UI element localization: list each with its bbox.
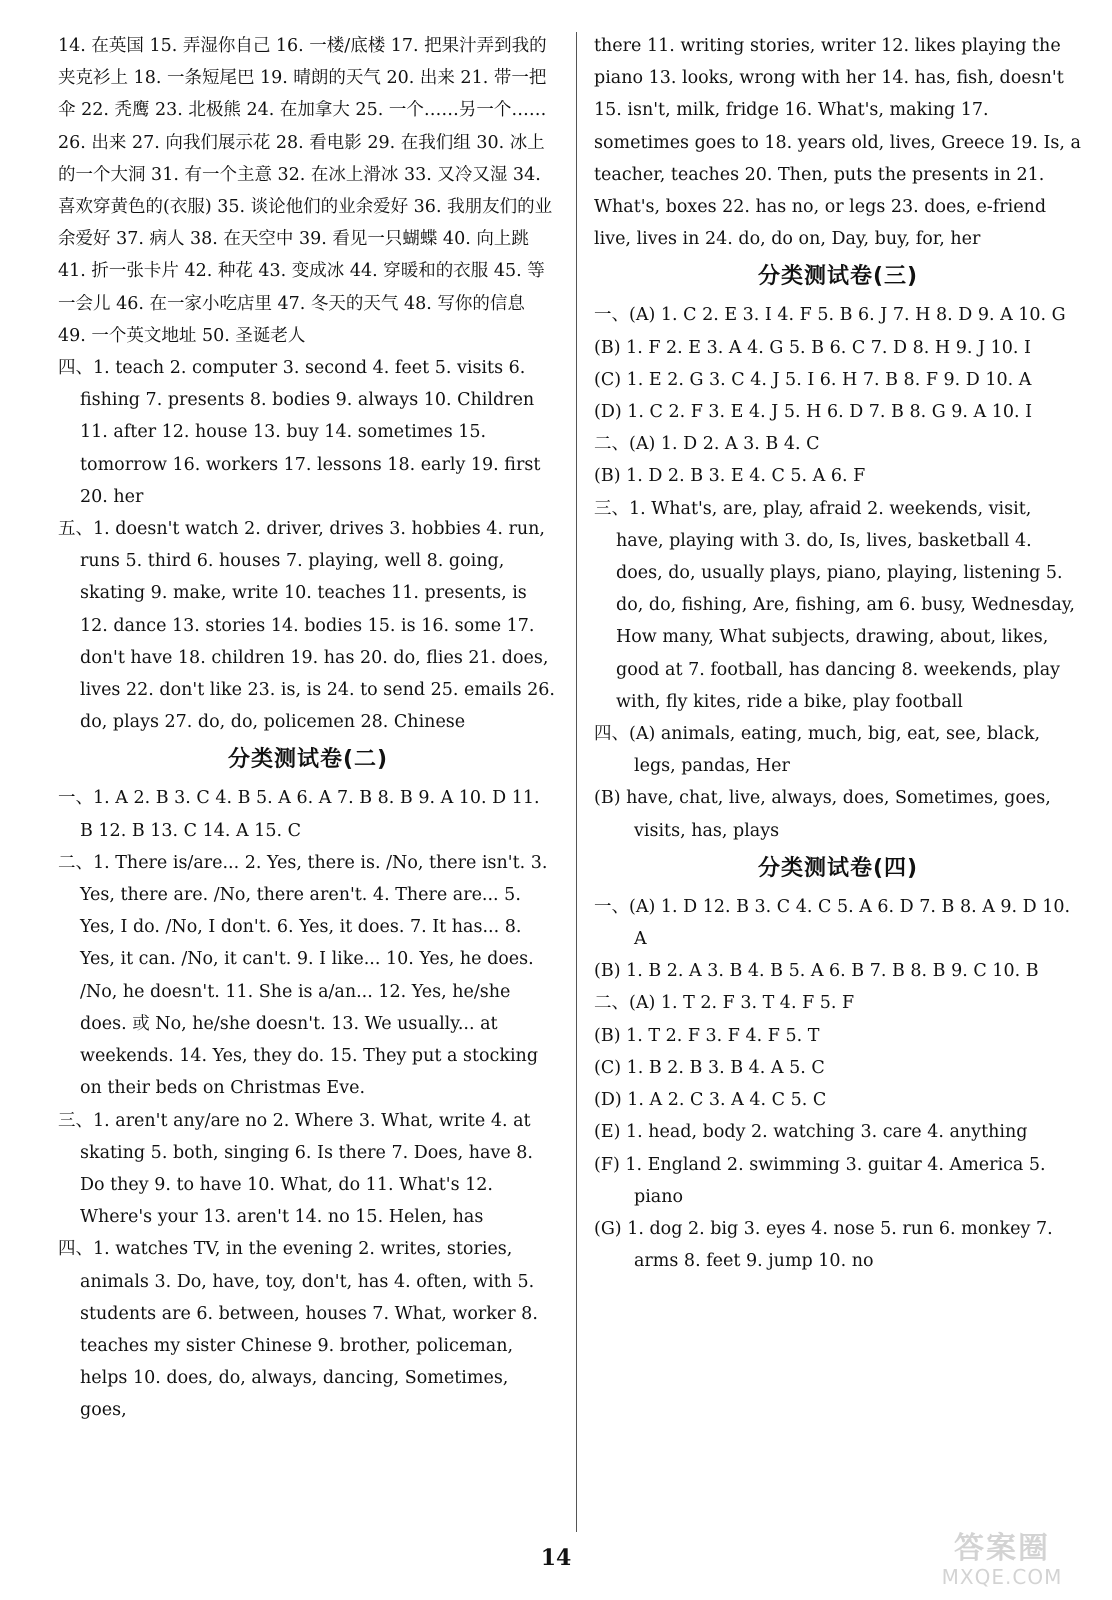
answer-paragraph: 二、1. There is/are... 2. Yes, there is. /No, there isn't. 3. Yes, there are. /No, there aren't. 4. There are... 5. Yes, I do. /No, I don't. 6. Yes, it does. 7. It has... 8. Yes, it can. /No, it can't. 9. I like... 10. Yes, he does. /No, he doesn't. 11. She is a/an... 12. Yes, he/she does. 或 No, he/she doesn't. 13. We usually... at weekends. 14. Yes, they do. 15. They put a stocking on their beds on Christmas Eve. (58, 852, 548, 1099)
watermark-url: MXQE.COM (941, 1565, 1063, 1589)
answer-paragraph: 五、1. doesn't watch 2. driver, drives 3. hobbies 4. run, runs 5. third 6. houses 7. playing, well 8. going, skating 9. make, write 10. teaches 11. presents, is 12. dance 13. stories 14. bodies 15. is 16. some 17. don't have 18. children 19. has 20. do, flies 21. does, lives 22. don't like 23. is, is 24. to send 25. emails 26. do, plays 27. do, do, policemen 28. Chinese (58, 519, 555, 733)
answer-paragraph: (B) 1. F 2. E 3. A 4. G 5. B 6. C 7. D 8. H 9. J 10. I (594, 337, 1031, 358)
section-heading: 分类测试卷(四) (757, 855, 919, 881)
answer-paragraph: 四、1. watches TV, in the evening 2. writes, stories, animals 3. Do, have, toy, don't, has 4. often, with 5. students are 6. between, houses 7. What, worker 8. teaches my sister Chinese 9. brother, policeman, helps 10. does, do, always, dancing, Sometimes, goes, (58, 1239, 538, 1421)
left-column (58, 30, 558, 1427)
answer-paragraph: 一、(A) 1. C 2. E 3. I 4. F 5. B 6. J 7. H 8. D 9. A 10. G (594, 305, 1066, 326)
answer-paragraph: (C) 1. B 2. B 3. B 4. A 5. C (594, 1057, 825, 1078)
answer-paragraph: 四、1. teach 2. computer 3. second 4. feet 5. visits 6. fishing 7. presents 8. bodies 9. always 10. Children 11. after 12. house 13. buy 14. sometimes 15. tomorrow 16. workers 17. lessons 18. early 19. first 20. her (58, 358, 541, 507)
answer-paragraph: (B) 1. D 2. B 3. E 4. C 5. A 6. F (594, 466, 866, 487)
answer-paragraph: (D) 1. A 2. C 3. A 4. C 5. C (594, 1090, 827, 1111)
answer-paragraph: 一、1. A 2. B 3. C 4. B 5. A 6. A 7. B 8. B 9. A 10. D 11. B 12. B 13. C 14. A 15. C (58, 788, 540, 841)
answer-paragraph: (C) 1. E 2. G 3. C 4. J 5. I 6. H 7. B 8. F 9. D 10. A (594, 369, 1032, 390)
answer-paragraph: 三、1. What's, are, play, afraid 2. weekends, visit, have, playing with 3. do, Is, lives, basketball 4. does, do, usually plays, piano, playing, listening 5. do, do, fishing, Are, fishing, am 6. busy, Wednesday, How many, What subjects, drawing, about, likes, good at 7. football, has dancing 8. weekends, play with, fly kites, ride a bike, play football (594, 498, 1075, 712)
answer-paragraph: 一、(A) 1. D 12. B 3. C 4. C 5. A 6. D 7. B 8. A 9. D 10. A (594, 896, 1071, 950)
answer-paragraph: (F) 1. England 2. swimming 3. guitar 4. America 5. piano (594, 1154, 1046, 1207)
answer-paragraph: (B) 1. T 2. F 3. F 4. F 5. T (594, 1025, 820, 1046)
answer-paragraph: 14. 在英国 15. 弄湿你自己 16. 一楼/底楼 17. 把果汁弄到我的夹克衫上 18. 一条短尾巴 19. 晴朗的天气 20. 出来 21. 带一把伞 22. 秃鹰 23. 北极熊 24. 在加拿大 25. 一个……另一个…… 26. 出来 27. 向我们展示花 28. 看电影 29. 在我们组 30. 冰上的一个大洞 31. 有一个主意 32. 在冰上滑冰 33. 又冷又湿 34. 喜欢穿黄色的(衣服) 35. 谈论他们的业余爱好 36. 我朋友们的业余爱好 37. 病人 38. 在天空中 39. 看见一只蝴蝶 40. 向上跳 41. 折一张卡片 42. 种花 43. 变成冰 44. 穿暖和的衣服 45. 等一会儿 46. 在一家小吃店里 47. 冬天的天气 48. 写你的信息 49. 一个英文地址 50. 圣诞老人 (58, 36, 553, 346)
answer-paragraph: 四、(A) animals, eating, much, big, eat, see, black, legs, pandas, Her (594, 724, 1041, 777)
answer-paragraph: (E) 1. head, body 2. watching 3. care 4. anything (594, 1122, 1028, 1143)
watermark-logo-text: 答案圈 (954, 1531, 1050, 1566)
page-number: 14 (540, 1545, 572, 1571)
answer-paragraph: 三、1. aren't any/are no 2. Where 3. What, write 4. at skating 5. both, singing 6. Is there 7. Does, have 8. Do they 9. to have 10. What, do 11. What's 12. Where's your 13. aren't 14. no 15. Helen, has (58, 1110, 533, 1228)
section-heading: 分类测试卷(三) (757, 264, 919, 290)
section-heading: 分类测试卷(二) (227, 747, 389, 773)
right-column (594, 30, 1082, 1277)
watermark-logo (912, 1532, 1092, 1592)
column-divider (576, 32, 577, 1532)
answer-paragraph: there 11. writing stories, writer 12. likes playing the piano 13. looks, wrong with her 14. has, fish, doesn't 15. isn't, milk, fridge 16. What's, making 17. sometimes goes to 18. years old, lives, Greece 19. Is, a teacher, teaches 20. Then, puts the presents in 21. What's, boxes 22. has no, or legs 23. does, e-friend live, lives in 24. do, do on, Day, buy, for, her (594, 36, 1081, 250)
answer-paragraph: (G) 1. dog 2. big 3. eyes 4. nose 5. run 6. monkey 7. arms 8. feet 9. jump 10. no (594, 1218, 1053, 1272)
answer-paragraph: 二、(A) 1. T 2. F 3. T 4. F 5. F (594, 993, 855, 1014)
answer-paragraph: 二、(A) 1. D 2. A 3. B 4. C (594, 434, 820, 455)
answer-paragraph: (B) 1. B 2. A 3. B 4. B 5. A 6. B 7. B 8. B 9. C 10. B (594, 961, 1039, 982)
answer-paragraph: (B) have, chat, live, always, does, Sometimes, goes, visits, has, plays (594, 788, 1051, 841)
answer-paragraph: (D) 1. C 2. F 3. E 4. J 5. H 6. D 7. B 8. G 9. A 10. I (594, 402, 1033, 423)
